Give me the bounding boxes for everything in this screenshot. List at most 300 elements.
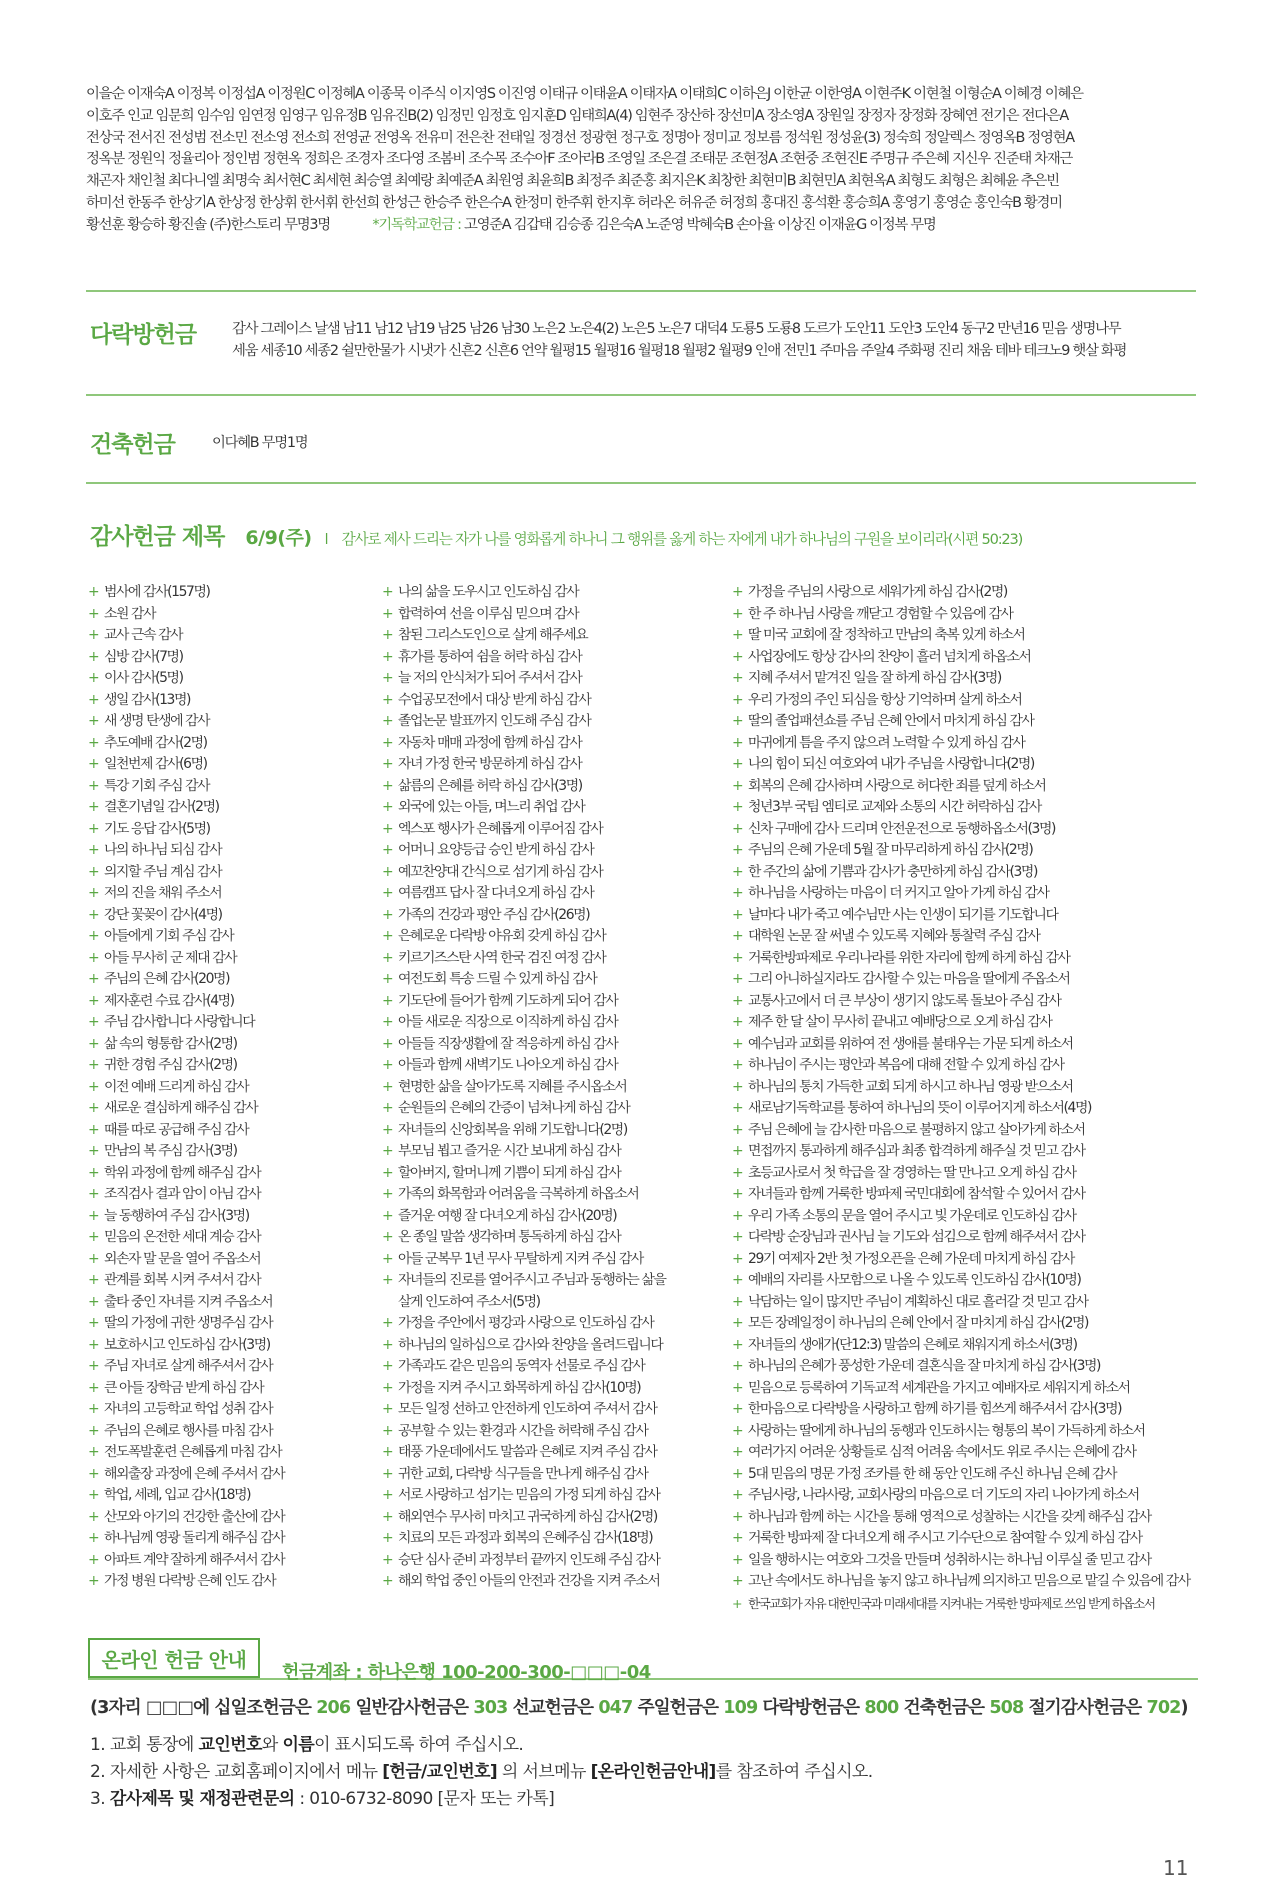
plus-icon: + (382, 1530, 393, 1546)
note-text: 3. (90, 1789, 110, 1809)
thanks-item (382, 1421, 726, 1443)
thanks-item-text: 면접까지 통과하게 해주심과 최종 합격하게 해주실 것 믿고 감사 (748, 1143, 1085, 1159)
plus-icon: + (732, 1336, 743, 1353)
thanks-item-text: 치료의 모든 과정과 회복의 은혜주심 감사(18명) (398, 1530, 653, 1546)
thanks-item (732, 690, 1202, 712)
thanks-item-text: 외국에 있는 아들, 며느리 취업 감사 (398, 799, 585, 815)
thanks-column-3 (732, 582, 1202, 1614)
thanks-item (382, 905, 726, 927)
thanks-item (88, 647, 378, 669)
thanks-item (88, 1378, 378, 1400)
online-offering-label: 온라인 헌금 안내 (88, 1638, 260, 1678)
plus-icon: + (88, 584, 99, 600)
thanks-item-text: 이전 예배 드리게 하심 감사 (104, 1078, 249, 1095)
offering-codes (90, 1694, 1188, 1719)
thanks-item-text: 자동차 매매 과정에 함께 하심 감사 (398, 734, 582, 751)
plus-icon: + (382, 756, 393, 772)
thanks-item (732, 1120, 1202, 1142)
plus-icon: + (88, 1315, 99, 1331)
thanks-item-text: 저의 진을 채워 주소서 (104, 885, 222, 901)
thanks-item-text: 삶름의 은혜를 허락 하심 감사(3명) (398, 777, 582, 794)
thanks-item (732, 948, 1202, 970)
thanks-item-text: 여전도회 특송 드릴 수 있게 하심 감사 (398, 971, 597, 987)
plus-icon: + (88, 1250, 99, 1267)
thanks-item-text: 조직검사 결과 암이 아님 감사 (104, 1186, 261, 1202)
thanks-item-text: 사업장에도 항상 감사의 찬양이 흘러 넘치게 하옵소서 (748, 648, 1031, 665)
thanks-item (382, 1098, 726, 1120)
thanks-item (382, 862, 726, 884)
thanks-item (382, 776, 726, 798)
thanks-item-text: 기도 응답 감사(5명) (104, 820, 210, 837)
plus-icon: + (732, 1551, 743, 1568)
thanks-item-text: 삶 속의 형통함 감사(2명) (104, 1035, 237, 1052)
plus-icon: + (732, 1401, 743, 1417)
thanks-item-text: 모든 장례일정이 하나님의 은혜 안에서 잘 마치게 하심 감사(2명) (748, 1315, 1089, 1331)
thanks-item-text: 아들 새로운 직장으로 이직하게 하심 감사 (398, 1014, 618, 1030)
plus-icon: + (732, 777, 743, 794)
plus-icon: + (88, 971, 99, 987)
thanks-item-text: 아파트 계약 잘하게 해주셔서 감사 (104, 1551, 285, 1568)
thanks-item (382, 1077, 726, 1099)
thanks-item (88, 733, 378, 755)
thanks-item (382, 1227, 726, 1249)
thanks-item-text: 5대 믿음의 명문 가정 조카를 한 해 동안 인도해 주신 하나님 은혜 감사 (748, 1465, 1117, 1482)
thanks-item (732, 862, 1202, 884)
thanks-item (732, 1485, 1202, 1507)
plus-icon: + (88, 1487, 99, 1503)
thanks-item-text: 범사에 감사(157명) (104, 584, 210, 600)
thanks-item (732, 819, 1202, 841)
thanks-item-text: 제자훈련 수료 감사(4명) (104, 992, 234, 1009)
thanks-item (88, 776, 378, 798)
darakbang-title: 다락방헌금 (90, 322, 197, 348)
thanks-item (88, 797, 378, 819)
thanks-item-text: 한국교회가 자유 대한민국과 미래세대를 지켜내는 거룩한 방파제로 쓰임 받게 하옵소서 (748, 1595, 1155, 1611)
thanks-item (88, 1141, 378, 1163)
donor-line-last (86, 215, 1196, 237)
thanks-item-text: 휴가를 통하여 쉼을 허락 하심 감사 (398, 648, 582, 665)
thanks-item-text: 만남의 복 주심 감사(3명) (104, 1143, 237, 1159)
plus-icon: + (732, 1250, 743, 1267)
code-label: 선교헌금은 (507, 1698, 599, 1718)
thanks-item (88, 1184, 378, 1206)
code-number: 047 (598, 1698, 633, 1718)
plus-icon: + (732, 1315, 743, 1331)
note-2 (90, 1759, 873, 1786)
thanks-item (88, 1098, 378, 1120)
thanks-item-text: 전도폭발훈련 은혜롭게 마침 감사 (104, 1444, 282, 1460)
thanks-item (732, 1098, 1202, 1120)
thanks-item (732, 1249, 1202, 1271)
thanks-item (382, 926, 726, 948)
code-number: 303 (473, 1698, 508, 1718)
thanks-item-text: 해외연수 무사히 마치고 귀국하게 하심 감사(2명) (398, 1508, 657, 1525)
plus-icon: + (88, 627, 99, 643)
code-number: 508 (989, 1698, 1024, 1718)
plus-icon: + (382, 1186, 393, 1202)
plus-icon: + (732, 691, 743, 708)
thanks-item (88, 582, 378, 604)
thanks-item (732, 1378, 1202, 1400)
thanks-item-text: 주님의 은혜 감사(20명) (104, 971, 230, 987)
thanks-item (382, 1313, 726, 1335)
thanks-item (732, 754, 1202, 776)
plus-icon: + (382, 1121, 393, 1138)
thanks-item (732, 1593, 1202, 1615)
thanks-item-text: 공부할 수 있는 환경과 시간을 허락해 주심 감사 (398, 1422, 648, 1439)
plus-icon: + (88, 1207, 99, 1224)
thanks-item (382, 1141, 726, 1163)
thanks-item-text: 졸업논문 발표까지 인도해 주심 감사 (398, 713, 591, 729)
plus-icon: + (88, 906, 99, 923)
thanks-item (732, 797, 1202, 819)
thanks-item (382, 1442, 726, 1464)
thanks-item-text: 합력하여 선을 이루심 믿으며 감사 (398, 605, 579, 622)
thanks-item (88, 1270, 378, 1292)
thanks-item (732, 883, 1202, 905)
plus-icon: + (88, 1057, 99, 1073)
thanks-item (732, 1034, 1202, 1056)
thanks-item-text: 예꼬찬양대 간식으로 섬기게 하심 감사 (398, 863, 603, 880)
thanks-item (382, 582, 726, 604)
thanks-item (88, 819, 378, 841)
thanks-item-text: 결혼기념일 감사(2명) (104, 799, 219, 815)
thanks-item (382, 604, 726, 626)
plus-icon: + (88, 1164, 99, 1181)
thanks-item-text: 즐거운 여행 잘 다녀오게 하심 감사(20명) (398, 1207, 617, 1224)
thanks-item (382, 711, 726, 733)
plus-icon: + (382, 820, 393, 837)
thanks-item (88, 1249, 378, 1271)
thanks-item (382, 819, 726, 841)
plus-icon: + (732, 1229, 743, 1245)
building-title: 건축헌금 (90, 432, 175, 458)
section-divider (86, 290, 1196, 292)
thanks-item (732, 969, 1202, 991)
plus-icon: + (732, 584, 743, 600)
thanks-item-text: 참된 그리스도인으로 살게 해주세요 (398, 627, 588, 643)
plus-icon: + (88, 1508, 99, 1525)
plus-icon: + (88, 1551, 99, 1568)
thanks-item (382, 1550, 726, 1572)
note-bold: [온라인헌금안내] (590, 1762, 716, 1782)
thanks-item (88, 948, 378, 970)
thanks-item-text: 주님의 은혜로 행사를 마침 감사 (104, 1422, 273, 1439)
plus-icon: + (88, 1143, 99, 1159)
plus-icon: + (732, 928, 743, 944)
plus-icon: + (88, 1078, 99, 1095)
donor-line: 황선훈 황승하 황진솔 (주)한스토리 무명3명 (86, 216, 330, 233)
thanks-item-text: 낙담하는 일이 많지만 주님이 계획하신 대로 흘러갈 것 믿고 감사 (748, 1293, 1088, 1310)
plus-icon: + (382, 1573, 393, 1589)
thanks-item-text: 온 종일 말씀 생각하며 통독하게 하심 감사 (398, 1229, 621, 1245)
thanks-item-text: 기도단에 들어가 함께 기도하게 되어 감사 (398, 992, 618, 1009)
note-text: 의 서브메뉴 (497, 1762, 591, 1782)
thanks-item (732, 1571, 1202, 1593)
donor-line: 하미선 한동주 한상기A 한상정 한상휘 한서휘 한선희 한성근 한승주 한은수A 한정미 한주휘 한지후 허라온 허유준 허정희 홍대진 홍석환 홍승희A 홍영기 홍영순 홍인숙B 황경미 (86, 194, 1062, 211)
thanks-item-text: 태풍 가운데에서도 말씀과 은혜로 지켜 주심 감사 (398, 1444, 657, 1460)
thanks-item-text: 늘 저의 안식처가 되어 주셔서 감사 (398, 670, 582, 686)
thanks-item-text: 하나님의 은혜가 풍성한 가운데 결혼식을 잘 마치게 하심 감사(3명) (748, 1358, 1101, 1374)
thanks-item (732, 625, 1202, 647)
plus-icon: + (732, 1530, 743, 1546)
plus-icon: + (88, 1573, 99, 1589)
plus-icon: + (88, 734, 99, 751)
note-bold: [헌금/교인번호] (382, 1762, 498, 1782)
plus-icon: + (382, 1272, 393, 1288)
plus-icon: + (732, 1057, 743, 1073)
plus-icon: + (88, 1186, 99, 1202)
thanks-item (88, 711, 378, 733)
thanks-item (732, 1464, 1202, 1486)
plus-icon: + (732, 713, 743, 729)
thanks-item (88, 1399, 378, 1421)
thanks-item (88, 1313, 378, 1335)
note-text: 를 참조하여 주십시오. (715, 1762, 873, 1782)
thanks-item-text: 심방 감사(7명) (104, 648, 183, 665)
thanks-item-text: 가정을 지켜 주시고 화목하게 하심 감사(10명) (398, 1379, 641, 1396)
code-number: 206 (316, 1698, 351, 1718)
plus-icon: + (732, 1207, 743, 1224)
thanks-header (90, 518, 1022, 551)
thanks-item (382, 1335, 726, 1357)
thanks-item-text: 하나님께 영광 돌리게 해주심 감사 (104, 1530, 285, 1546)
thanks-item (88, 969, 378, 991)
building-names: 이다혜B 무명1명 (212, 435, 308, 451)
thanks-item-text: 어머니 요양등급 승인 받게 하심 감사 (398, 842, 594, 858)
thanks-item-text: 회복의 은혜 감사하며 사랑으로 허다한 죄를 덮게 하소서 (748, 777, 1046, 794)
thanks-item-text: 우리 가족 소통의 문을 열어 주시고 빛 가운데로 인도하심 감사 (748, 1207, 1076, 1224)
thanks-item (732, 1399, 1202, 1421)
plus-icon: + (382, 1057, 393, 1073)
plus-icon: + (382, 584, 393, 600)
plus-icon: + (88, 1293, 99, 1310)
thanks-item (88, 1034, 378, 1056)
thanks-item-text: 믿음의 온전한 세대 계승 감사 (104, 1229, 261, 1245)
plus-icon: + (732, 648, 743, 665)
plus-icon: + (382, 691, 393, 708)
thanks-item-text: 예배의 자리를 사모함으로 나올 수 있도록 인도하심 감사(10명) (748, 1272, 1081, 1288)
thanks-item-text: 청년3부 국팀 엠티로 교제와 소통의 시간 허락하심 감사 (748, 799, 1041, 815)
note-bold: 이름 (282, 1735, 315, 1755)
plus-icon: + (88, 928, 99, 944)
thanks-item-text: 할아버지, 할머니께 기쁨이 되게 하심 감사 (398, 1164, 621, 1181)
plus-icon: + (382, 1035, 393, 1052)
plus-icon: + (382, 605, 393, 622)
thanks-item-text: 여러가지 어려운 상황들로 심적 어려움 속에서도 위로 주시는 은혜에 감사 (748, 1444, 1136, 1460)
plus-icon: + (732, 1444, 743, 1460)
plus-icon: + (88, 1444, 99, 1460)
thanks-date: 6/9(주) (245, 527, 312, 549)
thanks-item (88, 625, 378, 647)
thanks-item-text: 믿음으로 등록하여 기독교적 세계관을 가지고 예배자로 세워지게 하소서 (748, 1379, 1130, 1396)
thanks-item-text: 자녀 가정 한국 방문하게 하심 감사 (398, 756, 582, 772)
thanks-item-text: 하나님의 일하심으로 감사와 찬양을 올려드립니다 (398, 1336, 663, 1353)
thanks-item (382, 969, 726, 991)
thanks-item-text: 한 주간의 삶에 기쁨과 감사가 충만하게 하심 감사(3명) (748, 863, 1037, 880)
thanks-item (732, 926, 1202, 948)
plus-icon: + (732, 1078, 743, 1095)
plus-icon: + (88, 1121, 99, 1138)
thanks-item (732, 991, 1202, 1013)
note-text: 와 (261, 1735, 283, 1755)
plus-icon: + (732, 1358, 743, 1374)
online-notes (90, 1732, 873, 1813)
thanks-item-text: 한 주 하나님 사랑을 깨닫고 경험할 수 있음에 감사 (748, 605, 1013, 622)
thanks-item-text: 사랑하는 딸에게 하나님의 동행과 인도하시는 형통의 복이 가득하게 하소서 (748, 1422, 1145, 1439)
code-label: ) (1180, 1698, 1188, 1718)
plus-icon: + (382, 949, 393, 966)
thanks-item-text: 거룩한 방파제 잘 다녀오게 해 주시고 기수단으로 참여할 수 있게 하심 감사 (748, 1530, 1142, 1546)
thanks-item (732, 1550, 1202, 1572)
note-text: : 010-6732-8090 [문자 또는 카톡] (294, 1789, 555, 1809)
thanks-item-text: 새 생명 탄생에 감사 (104, 713, 210, 729)
thanks-item-text: 다락방 순장님과 권사님 늘 기도와 섬김으로 함께 해주셔서 감사 (748, 1229, 1085, 1245)
thanks-item-text: 고난 속에서도 하나님을 놓지 않고 하나님께 의지하고 믿음으로 맡길 수 있음에 감사 (748, 1573, 1190, 1589)
plus-icon: + (382, 1315, 393, 1331)
thanks-item-text: 지혜 주셔서 맡겨진 일을 잘 하게 하심 감사(3명) (748, 670, 1001, 686)
thanks-separator: l (324, 532, 329, 548)
thanks-item (88, 754, 378, 776)
plus-icon: + (732, 1164, 743, 1181)
thanks-item-text: 이사 감사(5명) (104, 670, 183, 686)
thanks-item (382, 797, 726, 819)
thanks-item-text: 나의 하나님 되심 감사 (104, 842, 222, 858)
plus-icon: + (88, 1100, 99, 1116)
plus-icon: + (732, 1143, 743, 1159)
plus-icon: + (382, 992, 393, 1009)
plus-icon: + (382, 971, 393, 987)
thanks-item (88, 1507, 378, 1529)
thanks-item (88, 1012, 378, 1034)
thanks-item (382, 1120, 726, 1142)
thanks-item (88, 1335, 378, 1357)
plus-icon: + (382, 885, 393, 901)
donor-line: 이을순 이재숙A 이정복 이정섭A 이정원C 이정혜A 이종묵 이주식 이지영S 이진영 이태규 이태윤A 이태자A 이태희C 이하은J 이한균 이한영A 이현주K 이현철 이형순A 이혜경 이혜은 (86, 86, 1083, 102)
thanks-item (382, 883, 726, 905)
plus-icon: + (382, 1379, 393, 1396)
thanks-item-text: 자녀들과 함께 거룩한 방파제 국민대회에 참석할 수 있어서 감사 (748, 1186, 1085, 1202)
thanks-item-text: 교사 근속 감사 (104, 627, 183, 643)
thanks-item-text: 귀한 교회, 다락방 식구들을 만나게 해주심 감사 (398, 1465, 648, 1482)
thanks-item (382, 668, 726, 690)
thanks-item-text: 초등교사로서 첫 학급을 잘 경영하는 딸 만나고 오게 하심 감사 (748, 1164, 1076, 1181)
plus-icon: + (88, 885, 99, 901)
plus-icon: + (88, 1465, 99, 1482)
thanks-item (88, 926, 378, 948)
thanks-item-text: 하나님이 주시는 평안과 복음에 대해 전할 수 있게 하심 감사 (748, 1057, 1064, 1073)
thanks-item (382, 840, 726, 862)
thanks-item-text: 교통사고에서 더 큰 부상이 생기지 않도록 돌보아 주심 감사 (748, 992, 1061, 1009)
thanks-item (732, 733, 1202, 755)
plus-icon: + (88, 842, 99, 858)
thanks-item-text: 엑스포 행사가 은혜롭게 이루어짐 감사 (398, 820, 603, 837)
thanks-item (88, 1421, 378, 1443)
thanks-item-text: 마귀에게 틈을 주지 않으려 노력할 수 있게 하심 감사 (748, 734, 1025, 751)
thanks-item (382, 1034, 726, 1056)
thanks-item (732, 711, 1202, 733)
note-3 (90, 1786, 873, 1813)
plus-icon: + (88, 1422, 99, 1439)
thanks-item (382, 1485, 726, 1507)
plus-icon: + (88, 1530, 99, 1546)
plus-icon: + (382, 1508, 393, 1525)
thanks-item (382, 754, 726, 776)
plus-icon: + (382, 1100, 393, 1116)
thanks-item-text: 주님 은혜에 늘 감사한 마음으로 불평하지 않고 살아가게 하소서 (748, 1121, 1085, 1138)
plus-icon: + (732, 863, 743, 880)
thanks-item (732, 1184, 1202, 1206)
donor-line: 전상국 전서진 전성범 전소민 전소영 전소희 전영균 전영옥 전유미 전은찬 전태일 정경선 정광현 정구호 정명아 정미교 정보름 정석원 정성윤(3) 정숙희 정알렉스 정영옥B 정영현A (86, 129, 1074, 146)
thanks-item (732, 1292, 1202, 1314)
thanks-item-text: 나의 삶을 도우시고 인도하심 감사 (398, 584, 579, 600)
plus-icon: + (382, 842, 393, 858)
thanks-item (88, 905, 378, 927)
plus-icon: + (382, 1164, 393, 1181)
plus-icon: + (382, 777, 393, 794)
plus-icon: + (732, 1379, 743, 1396)
thanks-title: 감사헌금 제목 (90, 524, 225, 550)
darakbang-line: 감사 그레이스 날샘 남11 남12 남19 남25 남26 남30 노은2 노은4(2) 노은5 노은7 대덕4 도룡5 도룡8 도르가 도안11 도안3 도안4 동구2 만년16 믿음 생명나무 (232, 321, 1121, 337)
plus-icon: + (382, 1250, 393, 1267)
thanks-item-text: 주님의 은혜 가운데 5월 잘 마무리하게 하심 감사(2명) (748, 842, 1033, 858)
thanks-item-text: 주님 감사합니다 사랑합니다 (104, 1014, 255, 1030)
plus-icon: + (88, 1229, 99, 1245)
plus-icon: + (732, 627, 743, 643)
thanks-item (382, 1507, 726, 1529)
thanks-item-text: 순원들의 은혜의 간증이 넘쳐나게 하심 감사 (398, 1100, 630, 1116)
thanks-item (732, 604, 1202, 626)
thanks-item (732, 668, 1202, 690)
code-number: 800 (864, 1698, 899, 1718)
thanks-item-text: 아들에게 기회 주심 감사 (104, 928, 234, 944)
thanks-item-text: 가정 병원 다락방 은혜 인도 감사 (104, 1573, 276, 1589)
thanks-item-text: 늘 동행하여 주심 감사(3명) (104, 1207, 249, 1224)
thanks-item (88, 1550, 378, 1572)
plus-icon: + (382, 1444, 393, 1460)
thanks-item (382, 1249, 726, 1271)
thanks-item (88, 862, 378, 884)
thanks-item-text: 소원 감사 (104, 605, 156, 622)
plus-icon: + (88, 648, 99, 665)
thanks-item (732, 776, 1202, 798)
plus-icon: + (732, 605, 743, 622)
thanks-item-text: 산모와 아기의 건강한 출산에 감사 (104, 1508, 285, 1525)
plus-icon: + (88, 1336, 99, 1353)
thanks-item-text: 출타 중인 자녀를 지켜 주옵소서 (104, 1293, 273, 1310)
plus-icon: + (88, 756, 99, 772)
plus-icon: + (382, 799, 393, 815)
code-label: 다락방헌금은 (757, 1698, 865, 1718)
thanks-item (732, 1528, 1202, 1550)
thanks-item (382, 991, 726, 1013)
plus-icon: + (382, 670, 393, 686)
note-bold: 감사제목 및 재정관련문의 (109, 1789, 295, 1809)
thanks-item-text: 제주 한 달 살이 무사히 끝내고 예배당으로 오게 하심 감사 (748, 1014, 1052, 1030)
thanks-item (88, 1292, 378, 1314)
thanks-item-text: 가정을 주님의 사랑으로 세워가게 하심 감사(2명) (748, 584, 1007, 600)
plus-icon: + (732, 734, 743, 751)
thanks-item (732, 1163, 1202, 1185)
thanks-item (88, 1442, 378, 1464)
thanks-item-text: 거룩한방파제로 우리나라를 위한 자리에 함께 하게 하심 감사 (748, 949, 1070, 966)
page-number: 11 (1163, 1856, 1189, 1880)
plus-icon: + (382, 1487, 393, 1503)
darakbang-line: 세움 세종10 세종2 쉴만한물가 시냇가 신흔2 신흔6 언약 월평15 월평16 월평18 월평2 월평9 인애 전민1 주마음 주알4 주화평 진리 채움 테바 테크노9 햇살 화평 (232, 343, 1127, 359)
thanks-item (732, 1055, 1202, 1077)
thanks-verse: 감사로 제사 드리는 자가 나를 영화롭게 하나니 그 행위를 옳게 하는 자에게 내가 하나님의 구원을 보이리라(시편 50:23) (341, 531, 1023, 548)
thanks-item-text: 한마음으로 다락방을 사랑하고 함께 하기를 힘쓰게 해주셔서 감사(3명) (748, 1401, 1122, 1417)
